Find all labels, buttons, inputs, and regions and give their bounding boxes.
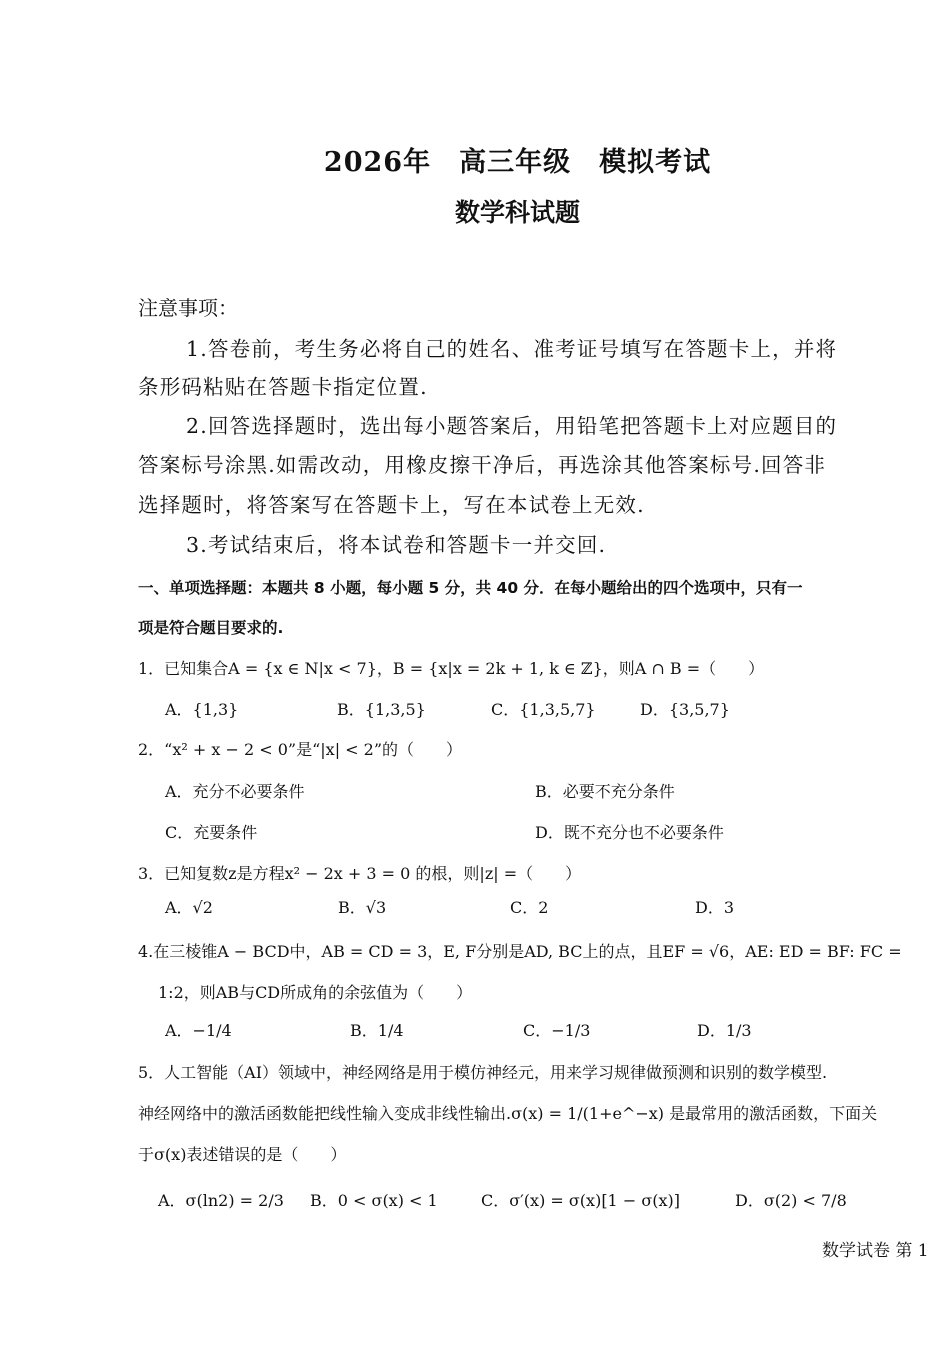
- option-d: D．既不充分也不必要条件: [535, 823, 724, 842]
- option-d: D．1/3: [697, 1021, 752, 1040]
- note-line: 2.回答选择题时，选出每小题答案后，用铅笔把答题卡上对应题目的: [186, 414, 838, 438]
- section-heading-cont: 项是符合题目要求的.: [138, 619, 284, 637]
- question-stem-cont: 于σ(x)表述错误的是（ ）: [138, 1145, 347, 1164]
- option-b: B．1/4: [350, 1021, 404, 1040]
- option-b: B．必要不充分条件: [535, 782, 675, 801]
- option-a: A．充分不必要条件: [165, 782, 305, 801]
- option-c: C．2: [510, 898, 549, 917]
- question-stem-cont: 1:2，则AB与CD所成角的余弦值为（ ）: [158, 983, 473, 1002]
- option-a: A．−1/4: [165, 1021, 232, 1040]
- question-stem: 1．已知集合A = {x ∈ N|x < 7}，B = {x|x = 2k + 1, k ∈ ℤ}，则A ∩ B =（ ）: [138, 659, 765, 678]
- note-line: 1.答卷前，考生务必将自己的姓名、准考证号填写在答题卡上，并将: [186, 337, 838, 361]
- question-stem: 2．“x² + x − 2 < 0”是“|x| < 2”的（ ）: [138, 740, 463, 759]
- option-d: D．σ(2) < 7/8: [735, 1191, 847, 1210]
- option-a: A．{1,3}: [165, 700, 239, 719]
- note-line: 3.考试结束后，将本试卷和答题卡一并交回.: [186, 533, 607, 557]
- option-a: A．√2: [165, 898, 213, 917]
- note-line: 答案标号涂黑.如需改动，用橡皮擦干净后，再选涂其他答案标号.回答非: [138, 453, 827, 477]
- option-b: B．0 < σ(x) < 1: [310, 1191, 438, 1210]
- question-stem: 3．已知复数z是方程x² − 2x + 3 = 0 的根，则|z| =（ ）: [138, 864, 582, 883]
- option-c: C．充要条件: [165, 823, 258, 842]
- question-stem-cont: 神经网络中的激活函数能把线性输入变成非线性输出.σ(x) = 1/(1+e^−x) 是最常用的激活函数，下面关: [138, 1104, 878, 1123]
- page-footer: 数学试卷 第 1: [822, 1241, 929, 1261]
- question-stem: 5．人工智能（AI）领域中，神经网络是用于模仿神经元，用来学习规律做预测和识别的数学模型.: [138, 1063, 828, 1082]
- question-stem: 4.在三棱锥A − BCD中，AB = CD = 3，E, F分别是AD, BC上的点，且EF = √6，AE: ED = BF: FC =: [138, 942, 902, 961]
- section-heading: 一、单项选择题：本题共 8 小题，每小题 5 分，共 40 分．在每小题给出的四个选项中，只有一: [138, 579, 803, 597]
- option-c: C．−1/3: [523, 1021, 591, 1040]
- exam-title: 2026年 高三年级 模拟考试: [323, 147, 712, 178]
- note-line: 选择题时，将答案写在答题卡上，写在本试卷上无效.: [138, 493, 645, 517]
- option-a: A．σ(ln2) = 2/3: [158, 1191, 284, 1210]
- option-d: D．3: [695, 898, 735, 917]
- exam-subtitle: 数学科试题: [454, 198, 580, 227]
- note-line: 条形码粘贴在答题卡指定位置.: [138, 375, 428, 399]
- option-c: C．σ′(x) = σ(x)[1 − σ(x)]: [481, 1191, 680, 1210]
- notes-heading: 注意事项：: [138, 296, 238, 320]
- option-b: B．{1,3,5}: [337, 700, 426, 719]
- option-c: C．{1,3,5,7}: [491, 700, 596, 719]
- option-d: D．{3,5,7}: [640, 700, 730, 719]
- option-b: B．√3: [338, 898, 387, 917]
